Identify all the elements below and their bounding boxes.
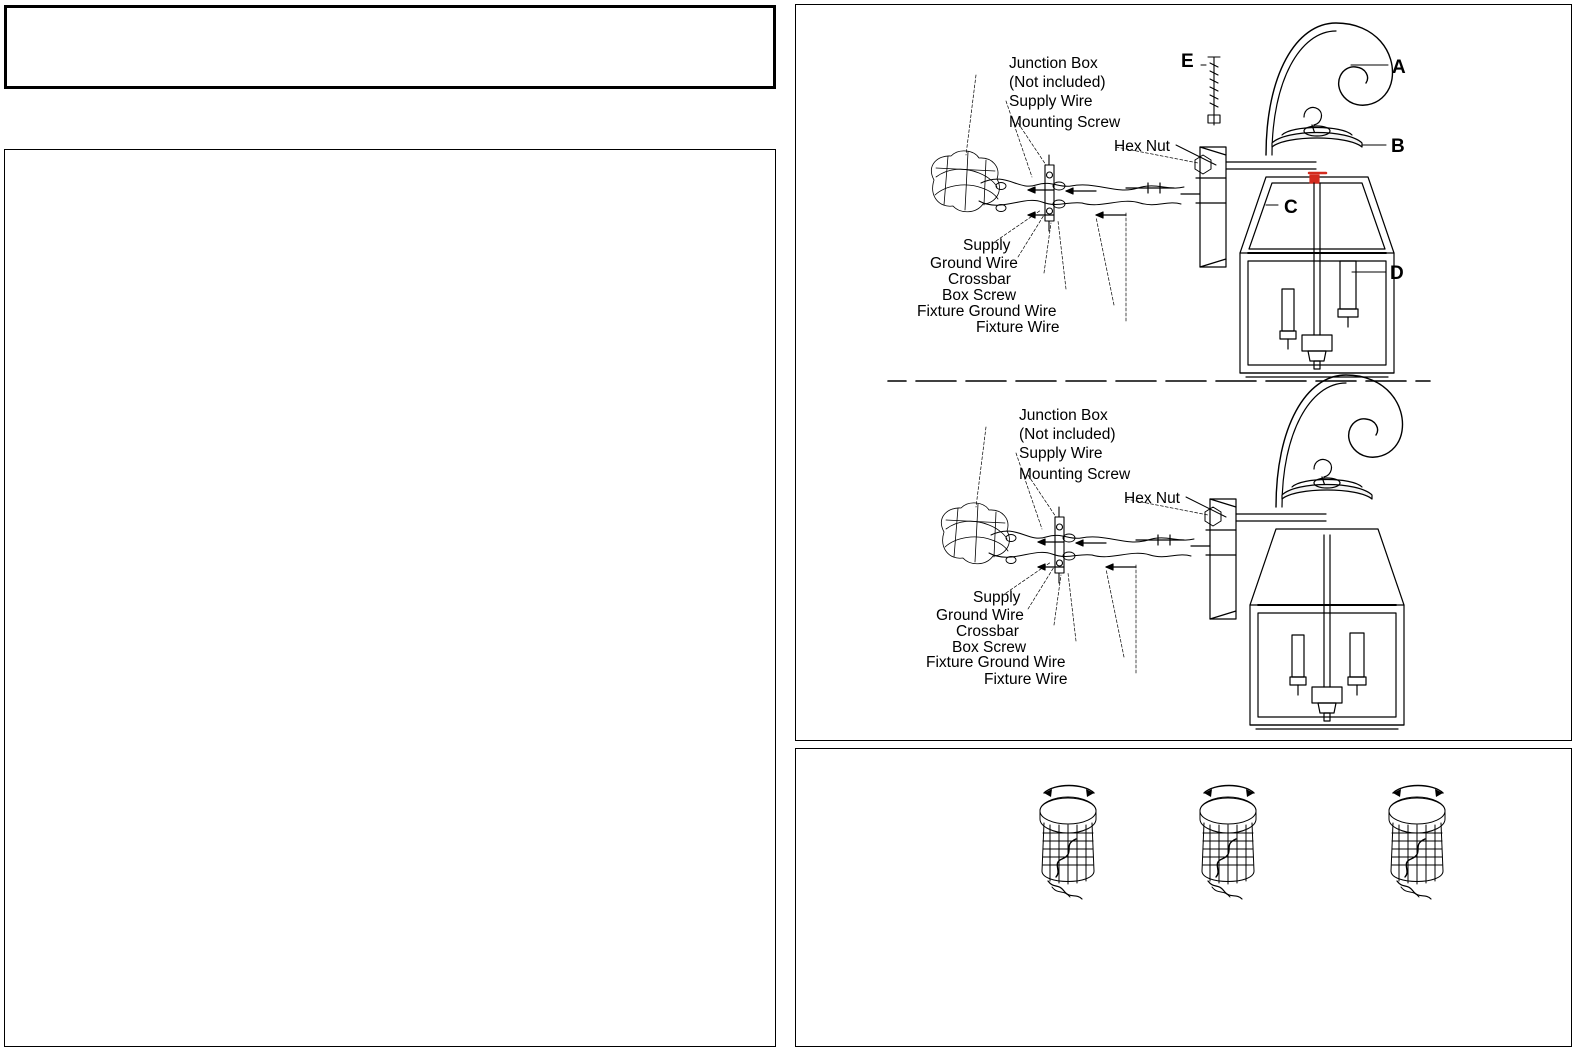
label-fixture-ground-wire-lower: Fixture Ground Wire <box>926 654 1066 671</box>
mounting-hardware-lower <box>1038 530 1236 570</box>
mounting-hardware-upper <box>1028 178 1226 218</box>
label-junction-box-upper: Junction Box <box>1009 55 1098 72</box>
wiring-diagram-svg <box>796 5 1572 741</box>
label-box-screw-lower: Box Screw <box>952 639 1027 656</box>
left-body-box <box>4 149 776 1047</box>
label-fixture-wire-upper: Fixture Wire <box>976 319 1060 336</box>
supply-wires-lower <box>989 531 1194 557</box>
label-crossbar-lower: Crossbar <box>956 623 1019 640</box>
label-mounting-screw-upper: Mounting Screw <box>1009 114 1121 131</box>
label-crossbar-upper: Crossbar <box>948 271 1011 288</box>
label-not-included-upper: (Not included) <box>1009 74 1106 91</box>
bulb-diagram-3 <box>1389 786 1445 900</box>
crossbar-lower <box>1055 507 1064 583</box>
crossbar-upper <box>1045 155 1054 231</box>
bulb-diagram-1 <box>1040 786 1096 900</box>
label-supply-lower: Supply <box>973 589 1021 606</box>
label-mounting-screw-lower: Mounting Screw <box>1019 466 1131 483</box>
left-title-box <box>4 5 776 89</box>
part-letter-d: D <box>1390 263 1404 284</box>
supply-wires-upper <box>979 179 1184 205</box>
label-supply-wire-lower: Supply Wire <box>1019 445 1103 462</box>
part-letter-e: E <box>1181 51 1194 72</box>
label-box-screw-upper: Box Screw <box>942 287 1017 304</box>
label-hex-nut-upper: Hex Nut <box>1114 138 1170 155</box>
label-supply-wire-upper: Supply Wire <box>1009 93 1093 110</box>
part-e-rod <box>1208 57 1220 125</box>
hex-nut-upper <box>1176 145 1216 174</box>
part-letter-c: C <box>1284 197 1298 218</box>
label-fixture-ground-wire-upper: Fixture Ground Wire <box>917 303 1057 320</box>
part-letter-a: A <box>1392 57 1406 78</box>
wiring-installation-diagram <box>795 4 1572 741</box>
part-letter-b: B <box>1391 136 1405 157</box>
label-supply-upper: Supply <box>963 237 1011 254</box>
bulb-installation-panel <box>795 748 1572 1047</box>
junction-box-upper <box>931 151 999 212</box>
bulb-diagram-2 <box>1200 786 1256 900</box>
fixture-lower <box>1210 375 1404 729</box>
label-fixture-wire-lower: Fixture Wire <box>984 671 1068 688</box>
label-ground-wire-lower: Ground Wire <box>936 607 1024 624</box>
label-ground-wire-upper: Ground Wire <box>930 255 1018 272</box>
label-not-included-lower: (Not included) <box>1019 426 1116 443</box>
label-hex-nut-lower: Hex Nut <box>1124 490 1180 507</box>
hex-nut-lower <box>1186 497 1226 526</box>
bulb-panel-svg <box>796 749 1572 1047</box>
label-junction-box-lower: Junction Box <box>1019 407 1108 424</box>
junction-box-lower <box>941 503 1009 564</box>
